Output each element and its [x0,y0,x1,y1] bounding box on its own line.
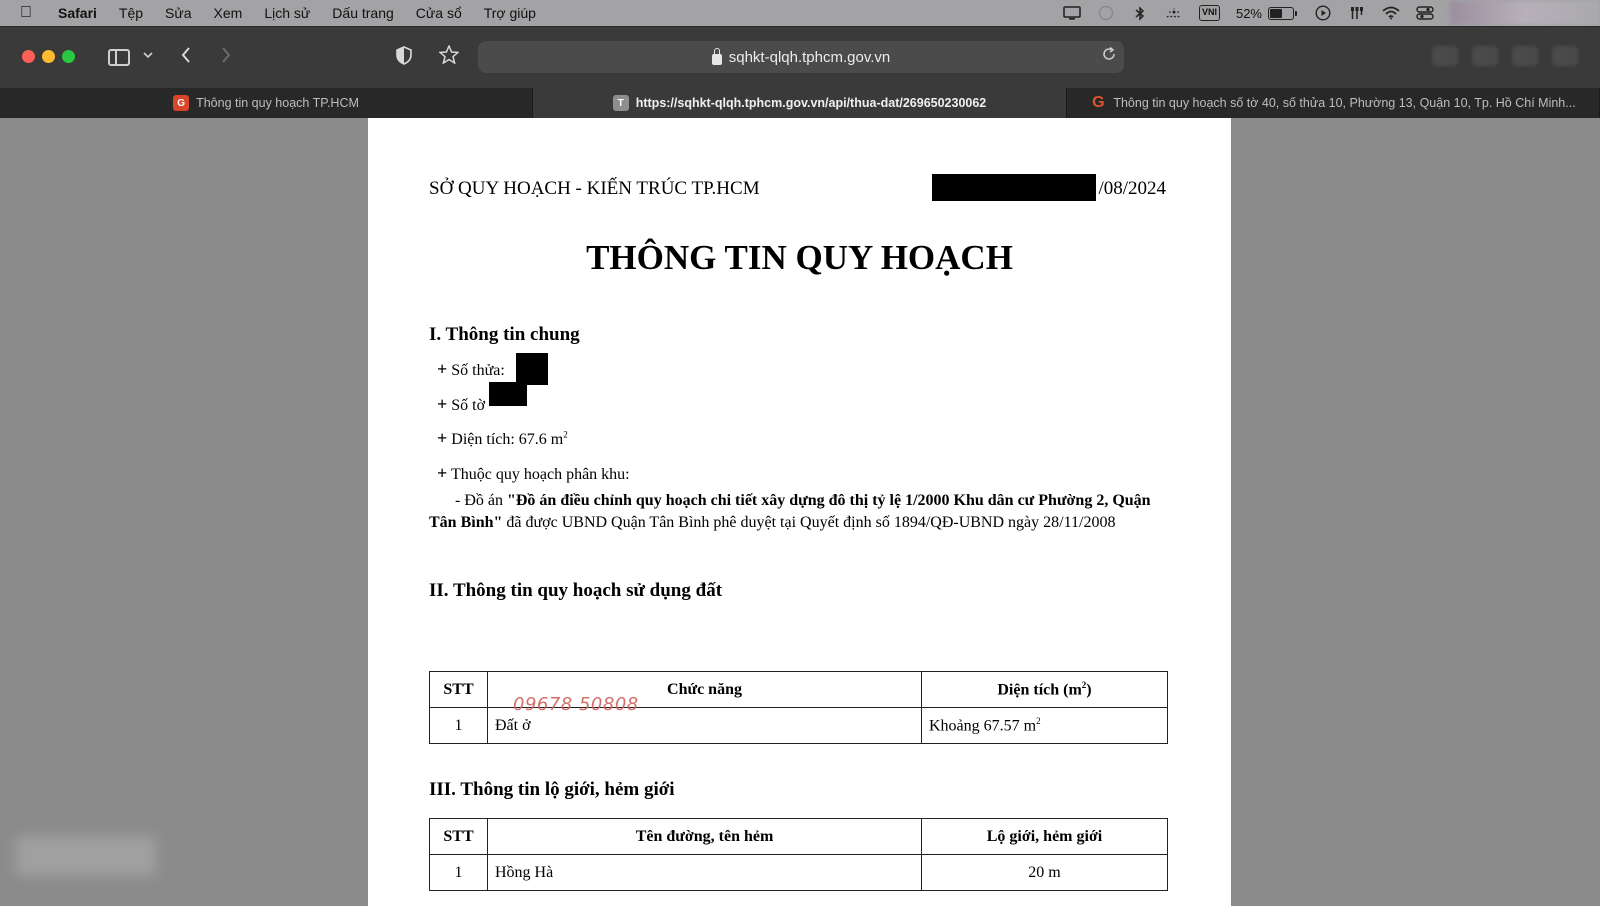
redacted-plot-number [516,353,548,385]
agency-name: SỞ QUY HOẠCH - KIẾN TRÚC TP.HCM [429,178,760,199]
zoning-label: Thuộc quy hoạch phân khu: [450,466,630,483]
menu-file[interactable]: Tệp [118,5,144,21]
privacy-shield-icon[interactable] [396,46,412,70]
sheet-number-label: Số tờ [451,397,486,414]
address-bar[interactable] [478,41,1124,73]
column-header: Lộ giới, hẻm giới [922,819,1168,855]
circle-status-icon[interactable] [1097,6,1115,20]
road-boundary-table [429,818,1168,891]
bluetooth-icon[interactable] [1131,6,1149,20]
document-page [368,118,1231,906]
column-header: Chức năng [488,672,922,708]
airdrop-icon[interactable] [1348,6,1366,20]
display-icon[interactable] [1063,6,1081,20]
menu-bar [0,0,1600,26]
menu-window[interactable]: Cửa sổ [415,5,462,21]
table-cell: Hồng Hà [488,855,922,891]
table-cell: Khoảng 67.57 $m^2$ [922,708,1168,744]
lock-icon [712,54,722,65]
section-heading: I. Thông tin chung [429,324,580,345]
extension-icon[interactable] [1552,46,1578,66]
extension-icon[interactable] [1472,46,1498,66]
menu-history[interactable]: Lịch sử [264,5,311,21]
zoom-window-button[interactable] [62,50,75,63]
column-header: STT [430,672,488,708]
document-title: THÔNG TIN QUY HOẠCH [586,238,1013,277]
tab-title: Thông tin quy hoạch số tờ 40, số thửa 10, Phường 13, Quận 10, Tp. Hồ Chí Minh... [1113,96,1576,110]
section-heading: II. Thông tin quy hoạch sử dụng đất [429,580,723,601]
url-text: sqhkt-qlqh.tphcm.gov.vn [728,48,891,66]
keyboard-brightness-icon[interactable] [1165,6,1183,20]
wifi-icon[interactable] [1382,6,1400,20]
column-header: Tên đường, tên hẻm [488,819,922,855]
battery-fill [1270,9,1282,18]
site-favicon-icon: G [173,95,189,111]
battery-percent: 52% [1235,5,1262,21]
reload-icon[interactable] [1102,47,1116,65]
browser-toolbar [0,26,1600,88]
apple-icon[interactable] [20,4,38,22]
redacted-sheet-number [489,382,527,406]
project-approval: đã được UBND Quận Tân Bình phê duyệt tại Quyết định số 1894/QĐ-UBND ngày 28/11/2008 [502,514,1116,531]
battery-icon[interactable] [1268,7,1294,20]
play-icon[interactable] [1314,6,1332,20]
back-icon[interactable] [180,46,192,69]
table-cell: Đất ở [488,708,922,744]
close-window-button[interactable] [22,50,35,63]
area-label: Diện tích: 67.6 m [451,431,564,448]
menu-help[interactable]: Trợ giúp [483,5,536,21]
status-area [1063,0,1600,26]
forward-icon[interactable] [220,46,232,69]
table-row [430,855,1168,891]
text-favicon-icon: T [613,95,629,111]
column-header: STT [430,819,488,855]
menu-view[interactable]: Xem [213,5,243,21]
document-date: /08/2024 [1098,178,1166,199]
redacted-date [932,174,1096,201]
bullet-sheet-number: + Số tờ [437,394,486,414]
bullet-zoning: + Thuộc quy hoạch phân khu: [437,463,630,483]
blurred-overlay [16,836,156,876]
bullet-plot-number: + Số thửa: [437,359,505,379]
project-name: "Đồ án điều chỉnh quy hoạch chi tiết xây dựng đô thị tỷ lệ 1/2000 Khu dân cư Phường 2, Quận Tân Bình" [429,492,1151,531]
tab-planning-search[interactable] [1067,88,1600,118]
tab-title: Thông tin quy hoạch TP.HCM [196,96,359,110]
tab-planning-info[interactable] [0,88,533,118]
extension-icon[interactable] [1432,46,1458,66]
table-cell: 1 [430,855,488,891]
project-paragraph [429,490,1169,534]
control-center-icon[interactable] [1416,6,1434,20]
bookmark-star-icon[interactable] [439,45,459,69]
google-favicon-icon: G [1092,94,1105,111]
minimize-window-button[interactable] [42,50,55,63]
tab-title: https://sqhkt-qlqh.tphcm.gov.vn/api/thua-dat/269650230062 [635,96,987,110]
chevron-down-icon[interactable] [143,47,153,62]
tab-bar [0,88,1600,118]
sidebar-toggle-icon[interactable] [108,49,130,66]
table-cell: 1 [430,708,488,744]
menu-app-safari[interactable]: Safari [58,5,97,21]
tab-api-url[interactable] [533,88,1067,118]
bullet-area: + Diện tích: 67.6 $m^2$ [437,428,568,448]
table-header-row [430,819,1168,855]
project-prefix: - Đồ án [455,492,507,509]
column-header: Diện tích $(m^2)$ [922,672,1168,708]
input-method-badge[interactable]: VNI [1199,5,1220,21]
plot-number-label: Số thửa: [451,362,505,379]
page-viewport[interactable] [0,118,1600,906]
menu-bookmarks[interactable]: Dấu trang [332,5,394,21]
menu-edit[interactable]: Sửa [165,5,192,21]
redacted-status-area [1450,1,1600,25]
area-superscript: 2 [563,429,568,440]
phone-watermark: 09678 50808 [513,694,639,715]
table-cell: 20 m [922,855,1168,891]
extension-icon[interactable] [1512,46,1538,66]
section-heading: III. Thông tin lộ giới, hẻm giới [429,779,675,800]
